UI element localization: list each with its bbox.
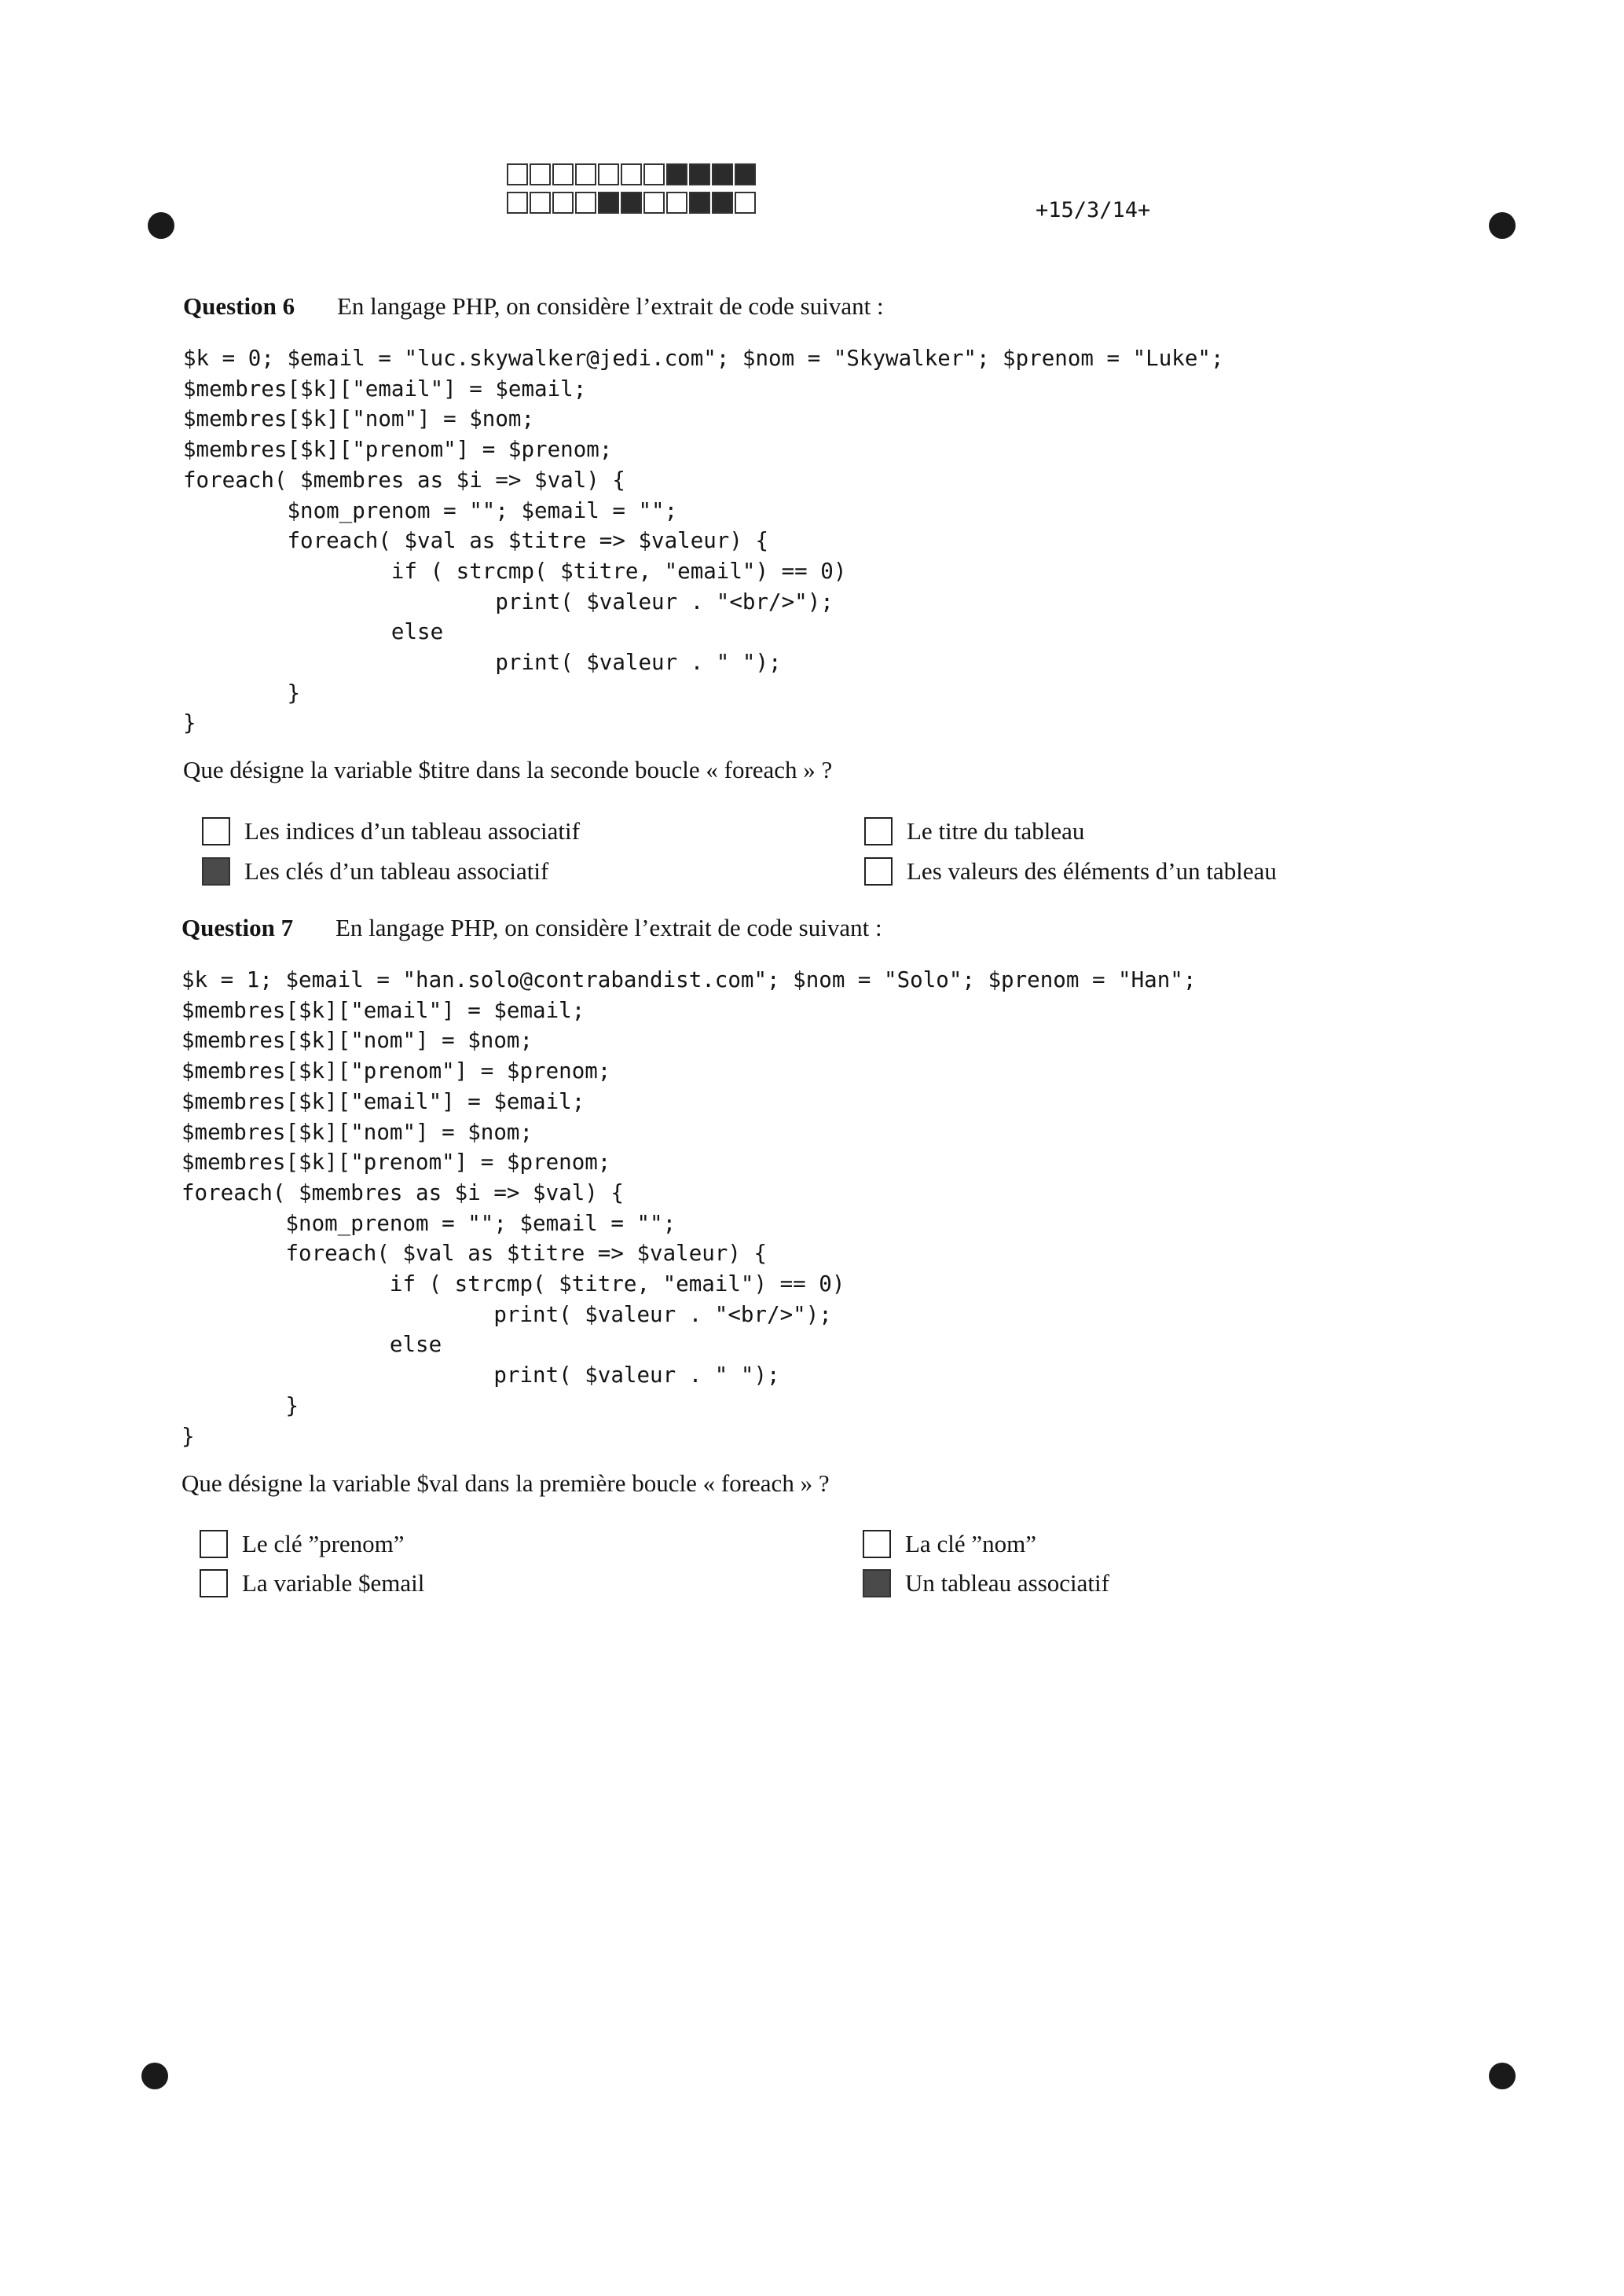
question-7-intro: En langage PHP, on considère l’extrait de code suivant : [335, 914, 882, 941]
barcode-cell [575, 163, 596, 185]
barcode-cell [552, 192, 574, 214]
choice-label: La clé ”nom” [905, 1530, 1036, 1557]
question-7-choice-2[interactable] [863, 1530, 1036, 1558]
checkbox-checked[interactable] [863, 1569, 891, 1597]
checkbox[interactable] [202, 817, 230, 845]
barcode-cell [643, 192, 665, 214]
barcode-cell [552, 163, 574, 185]
page-barcode [507, 163, 757, 220]
barcode-cell [712, 163, 733, 185]
choice-label: Les valeurs des éléments d’un tableau [907, 857, 1277, 885]
question-6-choice-3[interactable] [202, 857, 548, 886]
barcode-row-1 [507, 163, 757, 187]
barcode-cell [735, 192, 756, 214]
question-6-header [183, 292, 884, 321]
barcode-cell [689, 192, 710, 214]
barcode-cell [666, 163, 687, 185]
checkbox[interactable] [200, 1530, 228, 1558]
question-6-intro: En langage PHP, on considère l’extrait de code suivant : [337, 292, 884, 320]
checkbox[interactable] [200, 1569, 228, 1597]
barcode-cell [530, 192, 551, 214]
choice-label: Les clés d’un tableau associatif [244, 857, 549, 885]
question-7-choice-3[interactable] [200, 1569, 424, 1597]
question-6-choice-4[interactable] [864, 857, 1277, 886]
checkbox[interactable] [864, 817, 893, 845]
barcode-cell [621, 192, 642, 214]
checkbox-checked[interactable] [202, 857, 230, 886]
registration-mark-top-right [1489, 212, 1516, 239]
question-6-prompt: Que désigne la variable $titre dans la seconde boucle « foreach » ? [183, 756, 833, 783]
choice-label: Les indices d’un tableau associatif [244, 817, 580, 845]
choice-label: La variable $email [242, 1569, 425, 1597]
registration-mark-bottom-left [141, 2063, 168, 2089]
choice-label: Un tableau associatif [905, 1569, 1109, 1597]
barcode-cell [598, 192, 619, 214]
checkbox[interactable] [864, 857, 893, 886]
question-7-label: Question 7 [181, 914, 294, 941]
barcode-cell [530, 163, 551, 185]
barcode-cell [507, 192, 528, 214]
question-6-code: $k = 0; $email = "luc.skywalker@jedi.com"; $nom = "Skywalker"; $prenom = "Luke"; $membres[$k]["email"] = $email; $membres[$k]["nom"] = $nom; $membres[$k]["prenom"] = $prenom; foreach( $membres as $i => $val) { $nom_prenom = ""; $email = ""; foreach( $val as $titre => $valeur) { if ( strcmp( $titre, "email") == 0) print( $valeur . "<br/>"); else print( $valeur . " "); } } [183, 346, 1224, 736]
barcode-cell [689, 163, 710, 185]
barcode-cell [735, 163, 756, 185]
question-7-choice-1[interactable] [200, 1530, 405, 1558]
barcode-cell [598, 163, 619, 185]
barcode-cell [643, 163, 665, 185]
question-7-choice-4[interactable] [863, 1569, 1109, 1597]
question-6-choice-1[interactable] [202, 817, 580, 845]
question-7-prompt: Que désigne la variable $val dans la première boucle « foreach » ? [181, 1469, 830, 1497]
choice-label: Le clé ”prenom” [242, 1530, 405, 1557]
checkbox[interactable] [863, 1530, 891, 1558]
question-6-choice-2[interactable] [864, 817, 1084, 845]
question-7-code: $k = 1; $email = "han.solo@contrabandist.com"; $nom = "Solo"; $prenom = "Han"; $membres[$k]["email"] = $email; $membres[$k]["nom"] = $nom; $membres[$k]["prenom"] = $prenom; $membres[$k]["email"] = $email; $membres[$k]["nom"] = $nom; $membres[$k]["prenom"] = $prenom; foreach( $membres as $i => $val) { $nom_prenom = ""; $email = ""; foreach( $val as $titre => $valeur) { if ( strcmp( $titre, "email") == 0) print( $valeur . "<br/>"); else print( $valeur . " "); } } [181, 967, 1197, 1449]
barcode-cell [712, 192, 733, 214]
registration-mark-top-left [148, 212, 174, 239]
choice-label: Le titre du tableau [907, 817, 1085, 845]
question-6-label: Question 6 [183, 292, 295, 320]
barcode-cell [507, 163, 528, 185]
registration-mark-bottom-right [1489, 2063, 1516, 2089]
barcode-cell [621, 163, 642, 185]
barcode-cell [666, 192, 687, 214]
barcode-row-2 [507, 192, 757, 215]
question-7-header [181, 914, 882, 942]
barcode-cell [575, 192, 596, 214]
page-id: +15/3/14+ [1036, 198, 1151, 222]
